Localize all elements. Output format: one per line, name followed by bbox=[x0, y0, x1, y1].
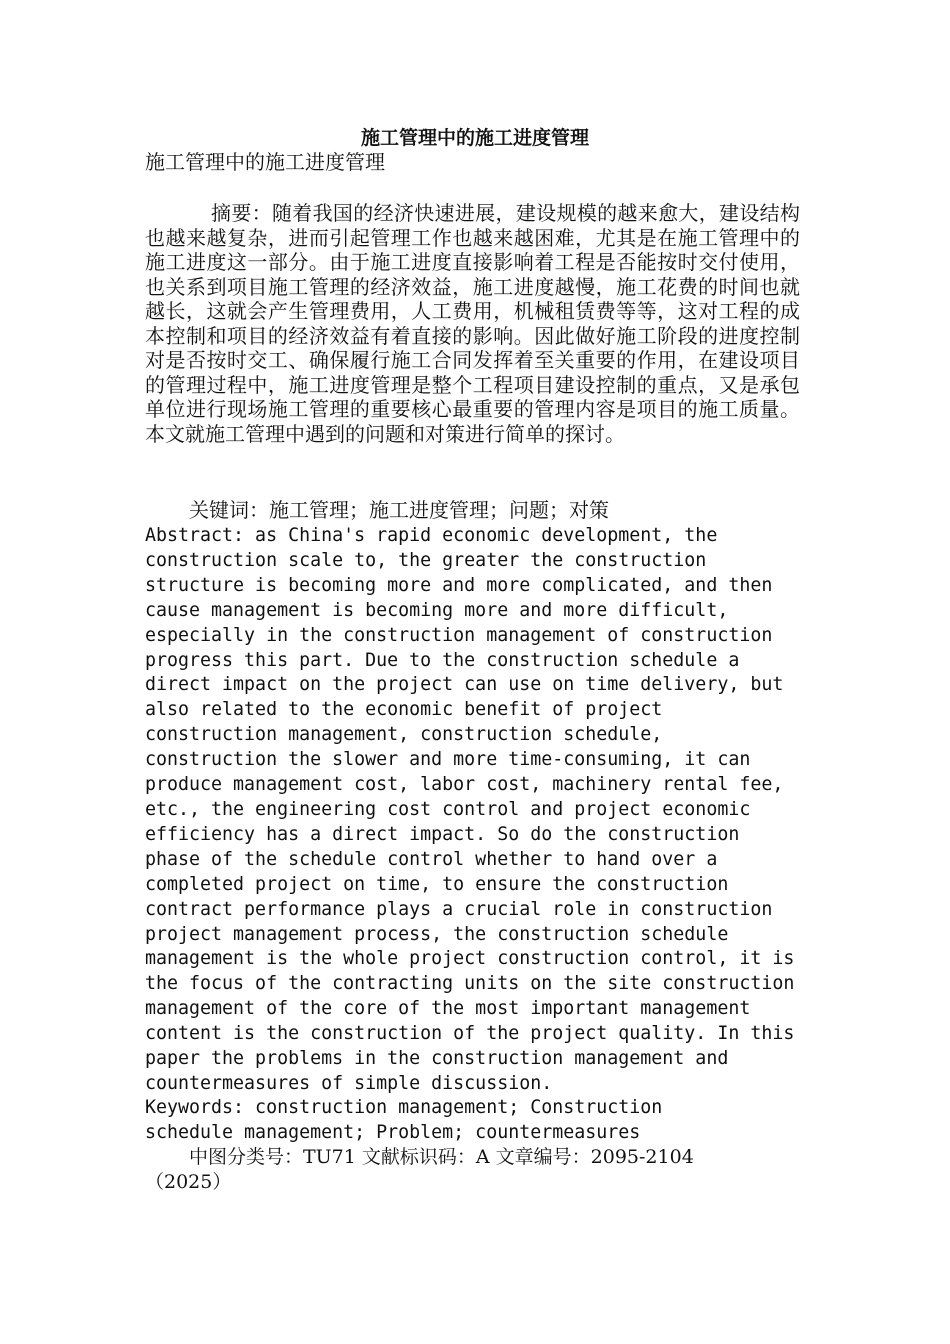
english-abstract: Abstract: as China's rapid economic development, the construction scale to, the greater the construction structure is becoming more and more complicated, and then cause management is becoming more and more difficult, especially in the construction management of construction progress this part. Due to the construction schedule a direct impact on the project can use on time delivery, but also related to the economic benefit of project construction management, construction schedule, construction the slower and more time-consuming, it can produce management cost, labor cost, machinery rental fee, etc., the engineering cost control and project economic efficiency has a direct impact. So do the construction phase of the schedule control whether to hand over a completed project on time, to ensure the construction contract performance plays a crucial role in construction project management process, the construction schedule management is the whole project construction control, it is the focus of the contracting units on the site construction management of the core of the most important management content is the construction of the project quality. In this paper the problems in the construction management and countermeasures of simple discussion. bbox=[145, 525, 795, 1094]
classification-info: 中图分类号：TU71 文献标识码：A 文章编号：2095-2104（2025） bbox=[145, 1146, 694, 1193]
chinese-keywords: 关键词：施工管理；施工进度管理；问题；对策 bbox=[189, 498, 609, 522]
document-subtitle: 施工管理中的施工进度管理 bbox=[145, 150, 385, 174]
english-keywords: Keywords: construction management; Construction schedule management; Problem; countermeasures bbox=[145, 1097, 663, 1143]
document-title: 施工管理中的施工进度管理 bbox=[360, 127, 589, 149]
chinese-abstract: 摘要：随着我国的经济快速进展，建设规模的越来愈大，建设结构也越来越复杂，进而引起管理工作也越来越困难，尤其是在施工管理中的施工进度这一部分。由于施工进度直接影响着工程是否能按时交付使用，也关系到项目施工管理的经济效益，施工进度越慢，施工花费的时间也就越长，这就会产生管理费用，人工费用，机械租赁费等等，这对工程的成本控制和项目的经济效益有着直接的影响。因此做好施工阶段的进度控制对是否按时交工、确保履行施工合同发挥着至关重要的作用，在建设项目的管理过程中，施工进度管理是整个工程项目建设控制的重点，又是承包单位进行现场施工管理的重要核心最重要的管理内容是项目的施工质量。本文就施工管理中遇到的问题和对策进行简单的探讨。 bbox=[145, 201, 800, 446]
